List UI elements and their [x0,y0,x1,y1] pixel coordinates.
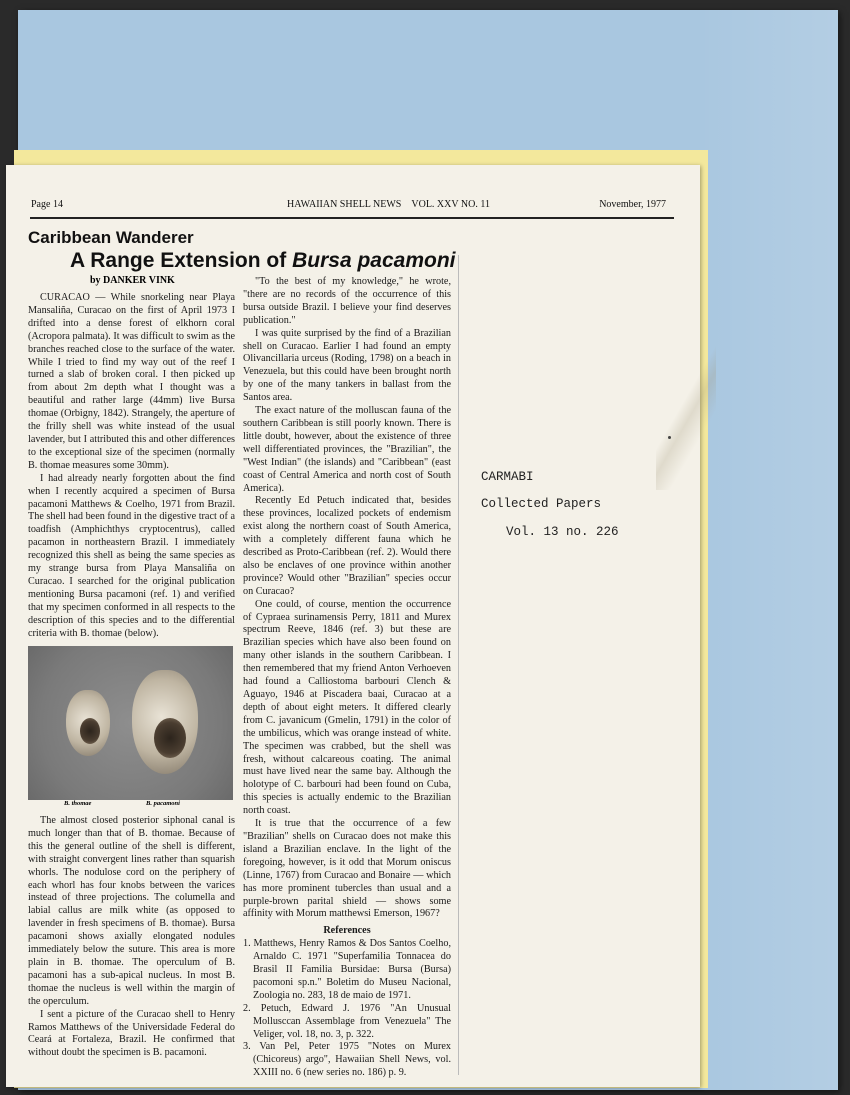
column-1-top [28,292,235,640]
article-byline: by DANKER VINK [90,275,175,286]
carmabi-stamp-volume: Vol. 13 no. 226 [506,525,619,539]
reference-item: 2. Petuch, Edward J. 1976 "An Unusual Mollusccan Assemblage from Venezuela" The Veliger, vol. 18, no. 3, p. 322. [243,1002,451,1040]
paragraph: It is true that the occurrence of a few "Brazilian" shells on Curacao does not make this island a Brazilian enclave. In the light of the foregoing, however, is it odd that Morum oniscus (Linne, 1767) from Curacao and Bonaire — which has more prominent tubercles than usual and a purple-brown parital shield — shows some affinity with Morum matthewsi Emerson, 1967? [243,818,451,920]
reference-item: 1. Matthews, Henry Ramos & Dos Santos Coelho, Arnaldo C. 1971 "Superfamilia Tonnacea do Brasil II Familia Bursidae: Bursa (Bursa) pacomoni sp.n." Boletim do Museu Nacional, Zoologia no. 283, 18 de maio de 1971. [243,938,451,1001]
paragraph: One could, of course, mention the occurrence of Cypraea surinamensis Perry, 1811 and Murex spectrum Reeve, 1846 (ref. 3) but these are Brazilian species which have also been found on many other islands in the southern Caribbean. I then remembered that my friend Anton Verhoeven had found a Calliostoma barbouri Clench & Aguayo, 1946 at Piscadera baai, Curacao at a depth of about eight meters. It differed clearly from C. javanicum (Gmelin, 1791) in the color of the umbilicus, which was orange instead of white. The specimen was crabbed, but the shell was fresh, without calcareous coating. The animal must have lived near the same bay. Although the holotype of C. barbouri had been found on Cuba, this species is actually endemic to the Brazilian north coast. [243,598,451,817]
photo-caption-pacamoni: B. pacamoni [146,800,180,807]
shell-photograph [28,646,233,800]
paragraph: The almost closed posterior siphonal canal is much longer than that of B. thomae. Because of this the general outline of the shell is different, with straight convergent lines rather than squarish whorls. The nodulose cord on the periphery of each whorl has four knobs between the varices instead of three projections. The columella and labial callus are milk white (as opposed to lavender in fresh specimens of B. thomae). Bursa pacamoni shows axially elongated nodules immediately below the suture. This area is more plain in B. thomae. The operculum of B. pacamoni has a sub-apical nucleus. In most B. thomae the nucleus is well within the margin of the operculum. [28,815,235,1007]
paragraph: The exact nature of the molluscan fauna of the southern Caribbean is still poorly known. There is little doubt, however, about the existence of three well differentiated provinces, the "Brazilian", the "West Indian" (the islands) and "Caribbean" (east coast of Central America and north cost of South America). [243,405,451,494]
article-title: A Range Extension of Bursa pacamoni [70,249,456,272]
paragraph: CURACAO — While snorkeling near Playa Mansaliña, Curacao on the first of April 1973 I drifted into a dense forest of elkhorn coral (Acropora palmata). It was difficult to swim as the branches reached close to the surface of the water. While I tried to find my way out of the reef I turned a slab of broken coral. I then picked up from about 2m depth what I thought was a beautiful and rather large (44mm) live Bursa thomae (Orbigny, 1842). Strangely, the aperture of the frilly shell was white instead of the usual lavender, but I attributed this and other differences to the exceptional size of the specimen (normally B. thomae measures some 30mm). [28,292,235,471]
paragraph: I sent a picture of the Curacao shell to Henry Ramos Matthews of the Universidade Federal do Ceará at Fortaleza, Brazil. He confirmed that without doubt the specimen is B. pacamoni. [28,1008,235,1059]
issue-date: November, 1977 [599,199,666,210]
photo-caption-thomae: B. thomae [64,800,92,807]
bursa-thomae-shell [66,690,110,756]
volume-number: VOL. XXV NO. 11 [411,199,490,210]
paragraph: I was quite surprised by the find of a Brazilian shell on Curacao. Earlier I had found an empty Olivancillaria urceus (Roding, 1798) on a beach in Venezuela, but this could have been brought north by one of the many tankers in ballast from the Santos area. [243,327,451,404]
header-rule [30,217,674,219]
paragraph: Recently Ed Petuch indicated that, besides these provinces, localized pockets of endemism exist along the northern coast of South America, with a completely different fauna which he described as Proto-Caribbean (ref. 2). Would there also be enclaves of one province within another province? Would other "Brazilian" species occur on Curacao? [243,495,451,597]
article-kicker: Caribbean Wanderer [28,228,194,247]
column-1-bottom [28,815,235,1060]
bursa-pacamoni-shell [132,670,198,774]
page-corner-crease [656,330,716,490]
paragraph: "To the best of my knowledge," he wrote, "there are no records of the occurrence of this bursa outside Brazil. I believe your find deserves publication." [243,276,451,326]
column-divider [458,255,459,1075]
reference-item: 3. Van Pel, Peter 1975 "Notes on Murex (Chicoreus) argo", Hawaiian Shell News, vol. XXIII no. 6 (new series no. 186) p. 9. [243,1041,451,1079]
carmabi-stamp-title: CARMABI [481,470,534,484]
column-2 [243,276,451,1080]
publication-name: HAWAIIAN SHELL NEWS VOL. XXV NO. 11 [287,199,490,210]
carmabi-stamp-series: Collected Papers [481,497,602,511]
references-heading: References [323,925,371,937]
paragraph: I had already nearly forgotten about the find when I recently acquired a specimen of Bursa pacamoni Matthews & Coelho, 1971 from Brazil. The shell had been found in the digestive tract of a toadfish (Amphichthys cryptocentrus), called pacamon in northeastern Brazil. I immediately recognized this shell as being the same species as my strange bursa from Playa Mansaliña on Curacao. I searched for the original publication mentioning Bursa pacamoni (ref. 1) and verified that my specimen conformed in all respects to the description of this species and to the differential criteria with B. thomae (below). [28,472,235,639]
newsletter-page [6,165,700,1087]
page-number: Page 14 [31,199,63,210]
paper-speck [668,436,671,439]
